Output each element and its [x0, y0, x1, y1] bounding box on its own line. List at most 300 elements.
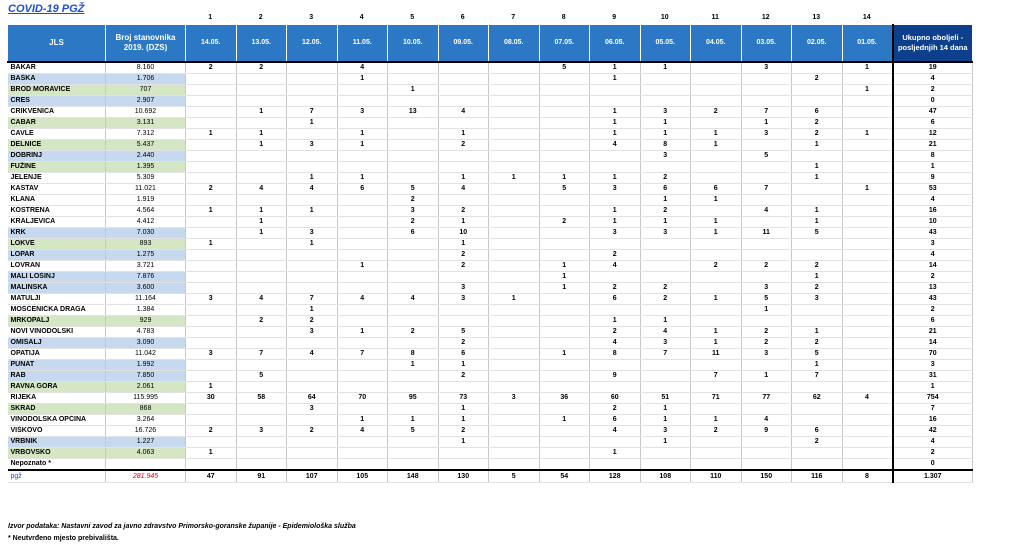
case-count	[489, 228, 540, 239]
case-count	[792, 404, 843, 415]
table-row	[8, 162, 973, 173]
case-count	[186, 195, 237, 206]
header-date: 05.05.	[640, 25, 691, 63]
case-count: 1	[337, 129, 388, 140]
case-count: 5	[539, 62, 590, 74]
case-count: 1	[236, 217, 287, 228]
case-count	[539, 437, 590, 448]
case-count: 1	[438, 239, 489, 250]
case-count: 1	[539, 261, 590, 272]
population-value: 1.992	[106, 360, 186, 371]
municipality-name: VINODOLSKA OPĆINA	[8, 415, 106, 426]
case-count: 1	[792, 162, 843, 173]
case-count	[691, 85, 742, 96]
table-row	[8, 206, 973, 217]
table-row	[8, 382, 973, 393]
table-row	[8, 327, 973, 338]
table-row	[8, 118, 973, 129]
case-count	[236, 151, 287, 162]
case-count: 11	[741, 228, 792, 239]
municipality-name: CRES	[8, 96, 106, 107]
case-count	[186, 96, 237, 107]
case-count	[186, 404, 237, 415]
table-row	[8, 316, 973, 327]
header-total: Ukupno oboljeli - posljednjih 14 dana	[893, 25, 973, 63]
case-count	[236, 404, 287, 415]
case-count: 1	[590, 118, 641, 129]
case-count: 30	[186, 393, 237, 404]
case-count	[489, 96, 540, 107]
case-count	[842, 173, 893, 184]
case-count: 1	[388, 415, 439, 426]
case-count	[590, 85, 641, 96]
case-count	[489, 250, 540, 261]
case-count	[842, 228, 893, 239]
municipality-name: RIJEKA	[8, 393, 106, 404]
total-count: 12	[893, 129, 973, 140]
table-row	[8, 371, 973, 382]
case-count	[691, 437, 742, 448]
case-count: 4	[640, 327, 691, 338]
case-count	[590, 272, 641, 283]
case-count	[539, 459, 590, 471]
population-value: 3.600	[106, 283, 186, 294]
table-row	[8, 129, 973, 140]
table-row	[8, 338, 973, 349]
case-count	[539, 382, 590, 393]
municipality-name: KRALJEVICA	[8, 217, 106, 228]
case-count	[741, 360, 792, 371]
case-count: 11	[691, 349, 742, 360]
case-count: 5	[236, 371, 287, 382]
case-count: 2	[590, 283, 641, 294]
case-count	[287, 283, 338, 294]
case-count: 1	[236, 107, 287, 118]
case-count	[388, 338, 439, 349]
case-count	[236, 360, 287, 371]
case-count	[741, 140, 792, 151]
case-count: 1	[842, 184, 893, 195]
header-population: Broj stanovnika 2019. (DZS)	[106, 25, 186, 63]
case-count	[337, 162, 388, 173]
case-count: 1	[287, 118, 338, 129]
case-count: 2	[438, 371, 489, 382]
sum-count: 148	[388, 470, 439, 483]
case-count: 8	[590, 349, 641, 360]
case-count	[539, 327, 590, 338]
case-count	[186, 74, 237, 85]
population-value: 868	[106, 404, 186, 415]
case-count	[691, 239, 742, 250]
case-count	[186, 305, 237, 316]
municipality-name: OPATIJA	[8, 349, 106, 360]
case-count: 71	[691, 393, 742, 404]
case-count: 1	[287, 239, 338, 250]
case-count: 7	[640, 349, 691, 360]
case-count: 3	[287, 140, 338, 151]
case-count: 1	[640, 316, 691, 327]
case-count: 2	[741, 261, 792, 272]
case-count: 1	[640, 415, 691, 426]
case-count	[539, 195, 590, 206]
case-count: 2	[741, 338, 792, 349]
table-row	[8, 239, 973, 250]
case-count	[842, 338, 893, 349]
case-count	[691, 250, 742, 261]
total-count: 6	[893, 316, 973, 327]
case-count	[186, 140, 237, 151]
case-count: 1	[691, 294, 742, 305]
case-count	[438, 448, 489, 459]
case-count: 2	[438, 250, 489, 261]
case-count: 1	[741, 118, 792, 129]
case-count: 2	[691, 107, 742, 118]
municipality-name: LOPAR	[8, 250, 106, 261]
case-count: 1	[590, 316, 641, 327]
case-count	[842, 448, 893, 459]
municipality-name: LOVRAN	[8, 261, 106, 272]
case-count: 2	[236, 316, 287, 327]
case-count: 1	[792, 272, 843, 283]
case-count: 4	[741, 206, 792, 217]
case-count: 4	[590, 140, 641, 151]
case-count: 1	[792, 140, 843, 151]
municipality-name: KRK	[8, 228, 106, 239]
case-count	[388, 96, 439, 107]
case-count: 1	[337, 140, 388, 151]
case-count	[590, 195, 641, 206]
case-count: 4	[287, 349, 338, 360]
case-count: 77	[741, 393, 792, 404]
total-count: 19	[893, 62, 973, 74]
case-count	[236, 437, 287, 448]
case-count: 2	[741, 327, 792, 338]
case-count	[388, 140, 439, 151]
population-value: 1.275	[106, 250, 186, 261]
case-count	[388, 250, 439, 261]
case-count: 3	[438, 294, 489, 305]
case-count	[842, 404, 893, 415]
case-count: 3	[640, 151, 691, 162]
case-count: 4	[236, 294, 287, 305]
case-count: 4	[590, 426, 641, 437]
case-count: 5	[539, 184, 590, 195]
case-count	[741, 74, 792, 85]
case-count	[741, 250, 792, 261]
case-count	[236, 195, 287, 206]
case-count	[236, 382, 287, 393]
header-date: 03.05.	[741, 25, 792, 63]
case-count	[691, 96, 742, 107]
case-count: 70	[337, 393, 388, 404]
header-date: 07.05.	[539, 25, 590, 63]
case-count	[236, 448, 287, 459]
case-count	[337, 195, 388, 206]
sum-count: 8	[842, 470, 893, 483]
total-count: 8	[893, 151, 973, 162]
case-count	[590, 96, 641, 107]
total-count: 16	[893, 206, 973, 217]
case-count: 2	[792, 129, 843, 140]
table-row	[8, 228, 973, 239]
municipality-name: MOŠĆENIČKA DRAGA	[8, 305, 106, 316]
case-count	[691, 272, 742, 283]
case-count	[792, 184, 843, 195]
case-count: 7	[792, 371, 843, 382]
case-count	[287, 437, 338, 448]
case-count	[236, 338, 287, 349]
case-count	[337, 404, 388, 415]
case-count	[539, 305, 590, 316]
case-count	[438, 162, 489, 173]
case-count	[590, 459, 641, 471]
case-count	[489, 261, 540, 272]
case-count	[640, 162, 691, 173]
case-count: 2	[438, 140, 489, 151]
case-count	[236, 305, 287, 316]
municipality-name: MRKOPALJ	[8, 316, 106, 327]
case-count: 1	[590, 129, 641, 140]
case-count	[186, 173, 237, 184]
case-count: 9	[590, 371, 641, 382]
case-count	[640, 305, 691, 316]
case-count	[590, 360, 641, 371]
table-row	[8, 107, 973, 118]
case-count	[489, 85, 540, 96]
column-number: 12	[761, 14, 770, 21]
case-count	[842, 415, 893, 426]
case-count	[842, 305, 893, 316]
case-count	[539, 228, 590, 239]
table-row	[8, 360, 973, 371]
sum-label: pgž	[8, 470, 106, 483]
case-count	[741, 239, 792, 250]
sum-population: 281.945	[106, 470, 186, 483]
case-count: 2	[236, 62, 287, 74]
sum-count: 116	[792, 470, 843, 483]
case-count	[489, 360, 540, 371]
header-date: 11.05.	[337, 25, 388, 63]
case-count: 7	[741, 184, 792, 195]
case-count: 7	[691, 371, 742, 382]
sum-count: 91	[236, 470, 287, 483]
header-date: 09.05.	[438, 25, 489, 63]
total-count: 21	[893, 140, 973, 151]
case-count	[287, 382, 338, 393]
case-count	[388, 382, 439, 393]
case-count	[842, 371, 893, 382]
municipality-name: VIŠKOVO	[8, 426, 106, 437]
case-count: 4	[337, 426, 388, 437]
case-count	[539, 404, 590, 415]
case-count: 2	[287, 426, 338, 437]
sum-row	[8, 470, 973, 483]
case-count: 1	[792, 206, 843, 217]
header-date: 04.05.	[691, 25, 742, 63]
table-row	[8, 173, 973, 184]
case-count: 13	[388, 107, 439, 118]
case-count: 1	[337, 261, 388, 272]
population-value: 10.692	[106, 107, 186, 118]
case-count	[539, 74, 590, 85]
case-count: 10	[438, 228, 489, 239]
header-date: 14.05.	[186, 25, 237, 63]
population-value: 4.412	[106, 217, 186, 228]
case-count	[539, 316, 590, 327]
case-count	[388, 305, 439, 316]
case-count: 7	[741, 107, 792, 118]
case-count	[489, 448, 540, 459]
case-count	[489, 184, 540, 195]
case-count: 4	[438, 184, 489, 195]
table-row	[8, 140, 973, 151]
sum-count: 105	[337, 470, 388, 483]
case-count: 5	[388, 426, 439, 437]
case-count	[842, 140, 893, 151]
case-count	[539, 448, 590, 459]
case-count	[640, 448, 691, 459]
case-count	[388, 316, 439, 327]
case-count	[691, 206, 742, 217]
case-count	[489, 195, 540, 206]
table-row	[8, 393, 973, 404]
case-count	[337, 360, 388, 371]
total-count: 47	[893, 107, 973, 118]
case-count: 2	[539, 217, 590, 228]
case-count: 36	[539, 393, 590, 404]
total-count: 14	[893, 261, 973, 272]
case-count	[287, 162, 338, 173]
case-count	[741, 316, 792, 327]
case-count: 5	[438, 327, 489, 338]
case-count: 1	[186, 448, 237, 459]
case-count: 6	[792, 426, 843, 437]
case-count	[489, 217, 540, 228]
case-count: 3	[287, 228, 338, 239]
case-count	[539, 151, 590, 162]
column-number: 2	[258, 14, 263, 21]
case-count: 4	[590, 338, 641, 349]
case-count	[489, 338, 540, 349]
case-count: 1	[186, 129, 237, 140]
case-count	[691, 404, 742, 415]
total-count: 43	[893, 228, 973, 239]
case-count	[691, 360, 742, 371]
case-count	[438, 118, 489, 129]
case-count	[438, 382, 489, 393]
case-count: 1	[640, 217, 691, 228]
case-count	[842, 294, 893, 305]
case-count: 3	[438, 283, 489, 294]
population-value: 2.907	[106, 96, 186, 107]
case-count	[186, 459, 237, 471]
case-count: 3	[640, 426, 691, 437]
case-count	[186, 371, 237, 382]
case-count	[337, 305, 388, 316]
case-count	[337, 250, 388, 261]
case-count	[489, 437, 540, 448]
municipality-name: KLANA	[8, 195, 106, 206]
municipality-name: BROD MORAVICE	[8, 85, 106, 96]
case-count	[489, 74, 540, 85]
total-count: 16	[893, 415, 973, 426]
case-count: 1	[792, 173, 843, 184]
case-count	[438, 74, 489, 85]
total-count: 0	[893, 96, 973, 107]
case-count	[691, 283, 742, 294]
population-value: 929	[106, 316, 186, 327]
column-number: 1	[208, 14, 213, 21]
total-count: 4	[893, 250, 973, 261]
case-count	[489, 129, 540, 140]
case-count	[792, 195, 843, 206]
case-count	[489, 118, 540, 129]
case-count	[388, 129, 439, 140]
column-number-row	[7, 14, 1020, 24]
case-count	[236, 283, 287, 294]
case-count	[186, 272, 237, 283]
table-row	[8, 272, 973, 283]
case-count	[388, 62, 439, 74]
sum-count: 150	[741, 470, 792, 483]
case-count	[842, 459, 893, 471]
case-count	[388, 118, 439, 129]
case-count: 2	[438, 206, 489, 217]
case-count: 1	[287, 305, 338, 316]
case-count	[337, 85, 388, 96]
case-count: 1	[691, 217, 742, 228]
sum-count: 47	[186, 470, 237, 483]
case-count: 1	[842, 85, 893, 96]
table-row	[8, 151, 973, 162]
case-count	[489, 283, 540, 294]
case-count: 4	[287, 184, 338, 195]
case-count	[287, 195, 338, 206]
case-count: 7	[287, 294, 338, 305]
source-note: Izvor podataka: Nastavni zavod za javno zdravstvo Primorsko-goranske županije - Epidemiološka služba	[8, 523, 356, 530]
municipality-name: LOKVE	[8, 239, 106, 250]
case-count: 2	[186, 62, 237, 74]
case-count: 3	[236, 426, 287, 437]
case-count	[388, 371, 439, 382]
case-count	[186, 283, 237, 294]
case-count	[590, 305, 641, 316]
case-count	[337, 382, 388, 393]
case-count	[741, 195, 792, 206]
case-count: 1	[186, 239, 237, 250]
page-title[interactable]: COVID-19 PGŽ	[8, 3, 85, 15]
covid-table	[7, 24, 973, 483]
case-count	[186, 162, 237, 173]
total-count: 6	[893, 118, 973, 129]
case-count: 5	[792, 349, 843, 360]
case-count	[792, 316, 843, 327]
case-count	[842, 327, 893, 338]
case-count	[337, 206, 388, 217]
case-count: 7	[337, 349, 388, 360]
case-count: 62	[792, 393, 843, 404]
case-count: 1	[236, 206, 287, 217]
case-count: 4	[236, 184, 287, 195]
total-count: 14	[893, 338, 973, 349]
case-count: 2	[590, 404, 641, 415]
case-count	[640, 250, 691, 261]
municipality-name: BAKAR	[8, 62, 106, 74]
case-count	[741, 382, 792, 393]
case-count	[388, 239, 439, 250]
total-count: 754	[893, 393, 973, 404]
case-count: 6	[337, 184, 388, 195]
